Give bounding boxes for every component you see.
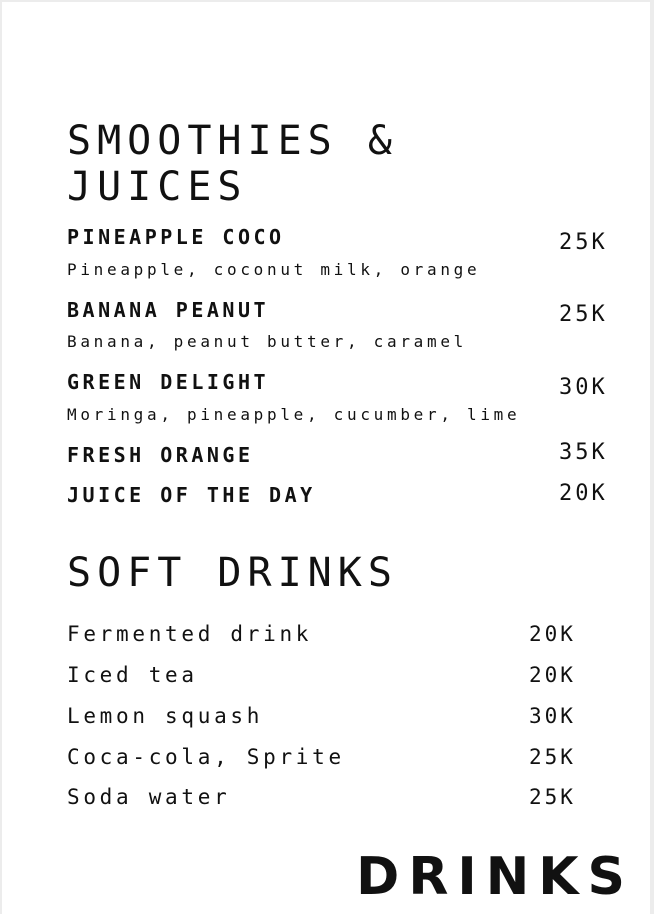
item-price-juice-of-the-day: 20K <box>559 481 608 506</box>
item-price-pineapple-coco: 25K <box>559 230 608 255</box>
soft-item-price-iced-tea: 20K <box>529 663 576 687</box>
item-name-juice-of-the-day: JUICE OF THE DAY <box>67 483 316 507</box>
item-desc-banana-peanut: Banana, peanut butter, caramel <box>67 332 467 351</box>
item-price-green-delight: 30K <box>559 375 608 400</box>
item-name-banana-peanut: BANANA PEANUT <box>67 298 270 322</box>
soft-item-price-soda-water: 25K <box>529 785 576 809</box>
soft-item-price-lemon-squash: 30K <box>529 704 576 728</box>
soft-item-name-iced-tea: Iced tea <box>67 663 198 687</box>
item-name-pineapple-coco: PINEAPPLE COCO <box>67 225 285 249</box>
item-name-green-delight: GREEN DELIGHT <box>67 370 270 394</box>
section-title-smoothies: SMOOTHIES & JUICES <box>67 118 398 210</box>
soft-item-name-soda-water: Soda water <box>67 785 231 809</box>
soft-item-price-coca-cola-sprite: 25K <box>529 745 576 769</box>
soft-item-name-fermented-drink: Fermented drink <box>67 622 313 646</box>
section-title-soft-drinks: SOFT DRINKS <box>67 550 398 596</box>
item-price-banana-peanut: 25K <box>559 302 608 327</box>
soft-item-name-coca-cola-sprite: Coca-cola, Sprite <box>67 745 345 769</box>
menu-page <box>2 2 650 914</box>
soft-item-name-lemon-squash: Lemon squash <box>67 704 264 728</box>
drinks-banner: DRINKS <box>356 847 634 907</box>
item-desc-green-delight: Moringa, pineapple, cucumber, lime <box>67 405 521 424</box>
item-desc-pineapple-coco: Pineapple, coconut milk, orange <box>67 260 481 279</box>
item-name-fresh-orange: FRESH ORANGE <box>67 443 254 467</box>
soft-item-price-fermented-drink: 20K <box>529 622 576 646</box>
item-price-fresh-orange: 35K <box>559 440 608 465</box>
